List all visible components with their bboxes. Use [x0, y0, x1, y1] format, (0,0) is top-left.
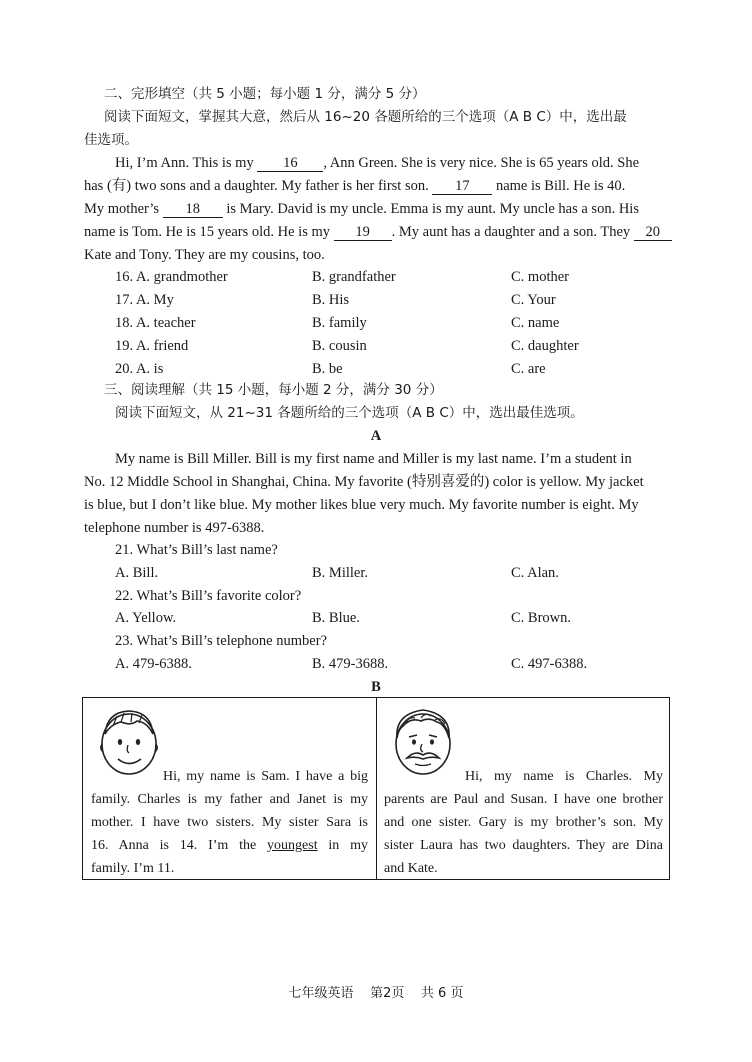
option-row-20 — [0, 359, 752, 379]
option-17b: B. His — [312, 292, 350, 308]
charles-line-4: sister Laura has two daughters. They are Dina — [384, 838, 663, 853]
section2-instruction-cont: 佳选项。 — [84, 132, 138, 148]
table-divider — [376, 698, 377, 879]
youngest-word: youngest — [267, 838, 318, 853]
cloze-line-4: name is Tom. He is 15 years old. He is my 19 . My aunt has a daughter and a son. They 20 — [84, 222, 672, 242]
option-23b: B. 479-3688. — [312, 656, 389, 672]
option-17c: C. Your — [511, 292, 556, 308]
sam-line-3: mother. I have two sisters. My sister Sara is — [91, 815, 368, 830]
sam-face-icon — [91, 704, 167, 778]
option-18c: C. name — [511, 315, 560, 331]
cloze-line-2: has (有) two sons and a daughter. My father is her first son. 17 name is Bill. He is 40. — [84, 178, 626, 194]
section2-heading: 二、完形填空（共 5 小题；每小题 1 分，满分 5 分） — [104, 86, 426, 102]
option-row-19 — [0, 336, 752, 356]
option-17a: 17. A. My — [115, 292, 174, 308]
cloze-line-1: Hi, I’m Ann. This is my 16 , Ann Green. She is very nice. She is 65 years old. She — [115, 155, 640, 171]
option-22a: A. Yellow. — [115, 610, 177, 626]
charles-text — [384, 788, 663, 880]
sam-line-5: family. I’m 11. — [91, 861, 175, 876]
charles-line-1: Hi, my name is Charles. My — [465, 769, 663, 784]
option-23a: A. 479-6388. — [115, 656, 192, 672]
section3-heading: 三、阅读理解（共 15 小题，每小题 2 分，满分 30 分） — [104, 382, 443, 398]
charles-line-5: and Kate. — [384, 861, 438, 876]
option-16b: B. grandfather — [312, 269, 396, 285]
option-row-18 — [0, 313, 752, 333]
option-20b: B. be — [312, 361, 343, 377]
sam-line-1: Hi, my name is Sam. I have a big — [163, 769, 368, 784]
passage-b-table — [82, 697, 670, 880]
option-19a: 19. A. friend — [115, 338, 189, 354]
page-footer — [0, 985, 752, 1003]
cloze-line-5: Kate and Tony. They are my cousins, too. — [84, 247, 325, 263]
option-18a: 18. A. teacher — [115, 315, 196, 331]
passage-a-line-4: telephone number is 497-6388. — [84, 520, 265, 536]
passage-a-line-1: My name is Bill Miller. Bill is my first name and Miller is my last name. I’m a student in — [115, 451, 632, 467]
option-row-21 — [0, 563, 752, 583]
charles-line-2: parents are Paul and Susan. I have one brother — [384, 792, 663, 807]
blank-16: 16 — [257, 155, 323, 172]
option-20c: C. are — [511, 361, 546, 377]
charles-text-first — [465, 765, 663, 788]
cloze-line-3: My mother’s 18 is Mary. David is my uncle. Emma is my aunt. My uncle has a son. His — [84, 201, 639, 217]
passage-a-line-3: is blue, but I don’t like blue. My mother likes blue very much. My favorite number is eight. My — [84, 497, 639, 513]
sam-text-first — [163, 765, 368, 788]
passage-b-label: B — [371, 679, 381, 695]
option-23c: C. 497-6388. — [511, 656, 588, 672]
footer-subject: 七年级英语 — [288, 986, 354, 1001]
option-18b: B. family — [312, 315, 367, 331]
option-row-16 — [0, 267, 752, 287]
blank-18: 18 — [163, 201, 223, 218]
sam-line-4: 16. Anna is 14. I’m the youngest in my — [91, 838, 369, 853]
option-20a: 20. A. is — [115, 361, 164, 377]
blank-17: 17 — [432, 178, 492, 195]
option-19c: C. daughter — [511, 338, 579, 354]
blank-20: 20 — [634, 224, 672, 241]
sam-line-2: family. Charles is my father and Janet is my — [91, 792, 368, 807]
question-21: 21. What’s Bill’s last name? — [115, 542, 278, 558]
passage-a-line-2: No. 12 Middle School in Shanghai, China. My favorite (特别喜爱的) color is yellow. My jacket — [84, 474, 644, 490]
charles-face-icon — [385, 704, 461, 778]
option-row-22 — [0, 608, 752, 628]
blank-19: 19 — [334, 224, 392, 241]
sam-text — [91, 788, 368, 880]
option-row-17 — [0, 290, 752, 310]
charles-line-3: and one sister. Gary is my brother’s son. My — [384, 815, 663, 830]
option-19b: B. cousin — [312, 338, 367, 354]
option-21c: C. Alan. — [511, 565, 559, 581]
section2-instruction: 阅读下面短文，掌握其大意，然后从 16~20 各题所给的三个选项（A B C）中，选出最 — [104, 109, 627, 125]
option-21b: B. Miller. — [312, 565, 368, 581]
passage-a-label: A — [370, 428, 382, 444]
option-16a: 16. A. grandmother — [115, 269, 228, 285]
question-22: 22. What’s Bill’s favorite color? — [115, 588, 302, 604]
option-22c: C. Brown. — [511, 610, 572, 626]
footer-total: 共 6 页 — [420, 986, 464, 1001]
option-16c: C. mother — [511, 269, 569, 285]
footer-page: 第2页 — [370, 986, 405, 1001]
option-22b: B. Blue. — [312, 610, 360, 626]
option-row-23 — [0, 654, 752, 674]
question-23: 23. What’s Bill’s telephone number? — [115, 633, 327, 649]
option-21a: A. Bill. — [115, 565, 159, 581]
section3-instruction: 阅读下面短文，从 21~31 各题所给的三个选项（A B C）中，选出最佳选项。 — [115, 405, 584, 421]
